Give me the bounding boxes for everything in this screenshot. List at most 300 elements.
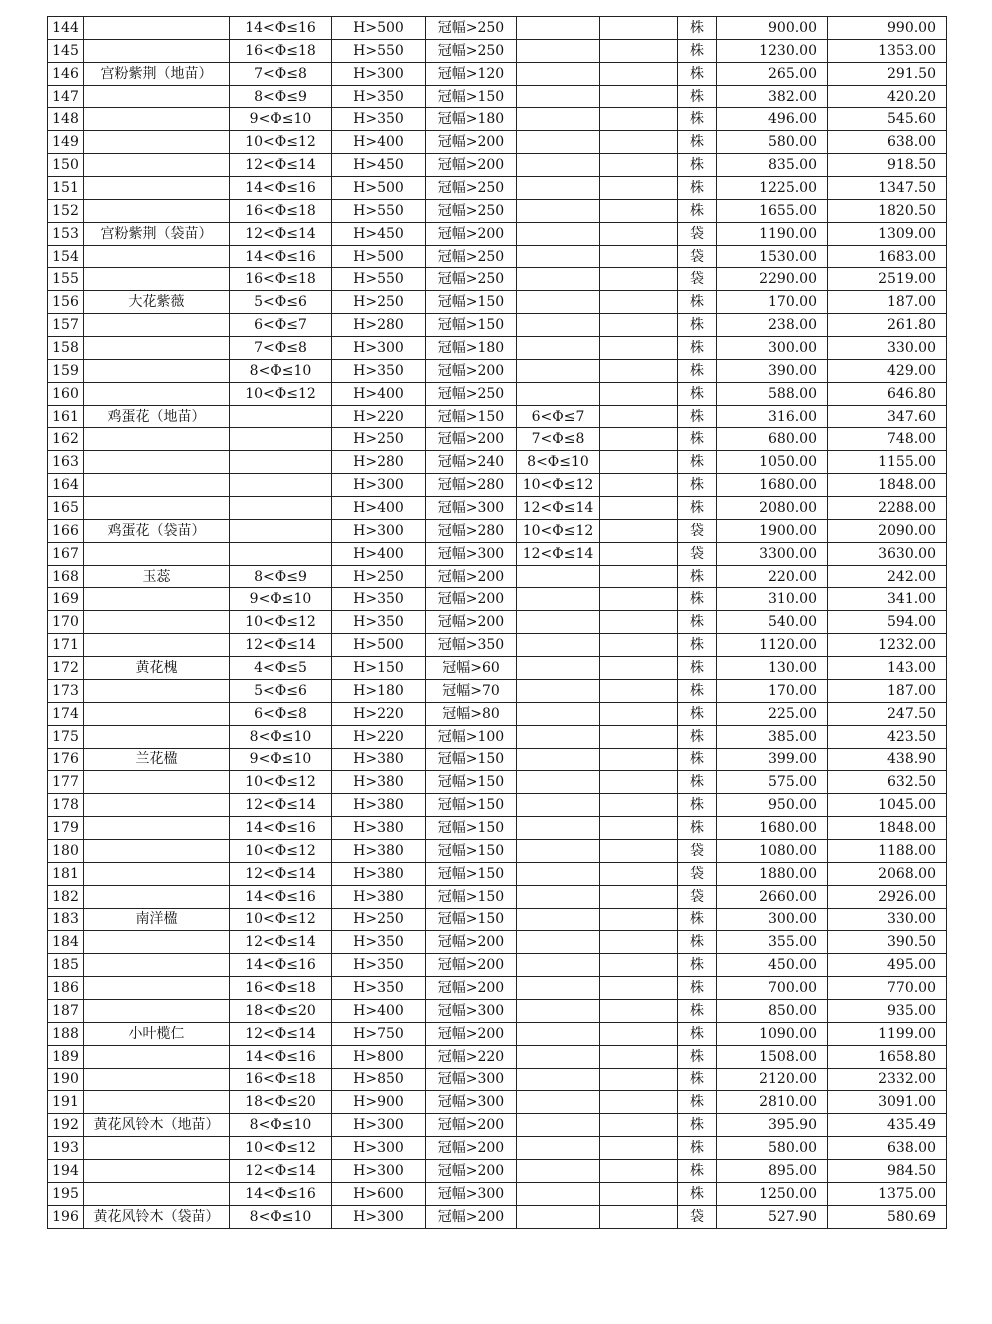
trunk-diameter: [230, 519, 332, 542]
height-spec: H>450: [332, 222, 426, 245]
unit: 株: [678, 337, 717, 360]
plant-name: [84, 39, 230, 62]
unit-price: 170.00: [717, 679, 828, 702]
remarks-cell: [600, 542, 678, 565]
ground-diameter: [517, 794, 600, 817]
height-spec: H>550: [332, 268, 426, 291]
unit-price: 1655.00: [717, 199, 828, 222]
trunk-diameter: 7<Φ≤8: [230, 62, 332, 85]
unit: 株: [678, 1114, 717, 1137]
tax-included-price: 1045.00: [828, 794, 947, 817]
tax-included-price: 2926.00: [828, 885, 947, 908]
crown-width: 冠幅>200: [426, 222, 517, 245]
crown-width: 冠幅>300: [426, 1068, 517, 1091]
ground-diameter: [517, 999, 600, 1022]
plant-name: [84, 199, 230, 222]
height-spec: H>850: [332, 1068, 426, 1091]
unit-price: 1225.00: [717, 177, 828, 200]
ground-diameter: [517, 337, 600, 360]
unit: 袋: [678, 862, 717, 885]
unit-price: 130.00: [717, 657, 828, 680]
trunk-diameter: 10<Φ≤12: [230, 839, 332, 862]
ground-diameter: [517, 931, 600, 954]
row-number: 163: [48, 451, 84, 474]
crown-width: 冠幅>200: [426, 931, 517, 954]
table-row: [48, 131, 947, 154]
unit-price: 2080.00: [717, 497, 828, 520]
crown-width: 冠幅>280: [426, 519, 517, 542]
remarks-cell: [600, 268, 678, 291]
unit: 株: [678, 1091, 717, 1114]
ground-diameter: [517, 725, 600, 748]
tax-included-price: 918.50: [828, 154, 947, 177]
crown-width: 冠幅>80: [426, 702, 517, 725]
tax-included-price: 187.00: [828, 291, 947, 314]
trunk-diameter: 8<Φ≤10: [230, 359, 332, 382]
unit: 株: [678, 817, 717, 840]
unit-price: 580.00: [717, 131, 828, 154]
trunk-diameter: 14<Φ≤16: [230, 245, 332, 268]
trunk-diameter: [230, 451, 332, 474]
tax-included-price: 2332.00: [828, 1068, 947, 1091]
unit-price: 2810.00: [717, 1091, 828, 1114]
ground-diameter: 10<Φ≤12: [517, 519, 600, 542]
plant-name: [84, 611, 230, 634]
unit-price: 310.00: [717, 588, 828, 611]
plant-name: [84, 245, 230, 268]
remarks-cell: [600, 497, 678, 520]
unit-price: 950.00: [717, 794, 828, 817]
trunk-diameter: 10<Φ≤12: [230, 908, 332, 931]
height-spec: H>300: [332, 337, 426, 360]
table-row: [48, 1045, 947, 1068]
ground-diameter: [517, 1091, 600, 1114]
tax-included-price: 291.50: [828, 62, 947, 85]
unit: 株: [678, 62, 717, 85]
row-number: 173: [48, 679, 84, 702]
unit: 株: [678, 382, 717, 405]
remarks-cell: [600, 1022, 678, 1045]
unit: 袋: [678, 245, 717, 268]
trunk-diameter: [230, 405, 332, 428]
crown-width: 冠幅>200: [426, 428, 517, 451]
crown-width: 冠幅>200: [426, 1205, 517, 1228]
plant-name: 鸡蛋花（地苗）: [84, 405, 230, 428]
row-number: 148: [48, 108, 84, 131]
trunk-diameter: 12<Φ≤14: [230, 862, 332, 885]
trunk-diameter: 8<Φ≤10: [230, 1205, 332, 1228]
trunk-diameter: 9<Φ≤10: [230, 588, 332, 611]
unit: 株: [678, 154, 717, 177]
plant-name: 大花紫薇: [84, 291, 230, 314]
unit-price: 1900.00: [717, 519, 828, 542]
crown-width: 冠幅>150: [426, 748, 517, 771]
trunk-diameter: 16<Φ≤18: [230, 977, 332, 1000]
unit: 株: [678, 39, 717, 62]
tax-included-price: 2068.00: [828, 862, 947, 885]
unit: 株: [678, 474, 717, 497]
plant-name: 黄花槐: [84, 657, 230, 680]
crown-width: 冠幅>280: [426, 474, 517, 497]
height-spec: H>300: [332, 1114, 426, 1137]
crown-width: 冠幅>250: [426, 245, 517, 268]
height-spec: H>400: [332, 382, 426, 405]
trunk-diameter: 14<Φ≤16: [230, 1182, 332, 1205]
unit-price: 527.90: [717, 1205, 828, 1228]
height-spec: H>220: [332, 405, 426, 428]
remarks-cell: [600, 1045, 678, 1068]
plant-name: [84, 999, 230, 1022]
trunk-diameter: 12<Φ≤14: [230, 634, 332, 657]
table-row: [48, 1137, 947, 1160]
crown-width: 冠幅>250: [426, 17, 517, 40]
plant-name: [84, 177, 230, 200]
table-row: [48, 62, 947, 85]
trunk-diameter: 14<Φ≤16: [230, 177, 332, 200]
unit: 株: [678, 588, 717, 611]
trunk-diameter: 12<Φ≤14: [230, 1159, 332, 1182]
unit: 株: [678, 291, 717, 314]
ground-diameter: [517, 382, 600, 405]
tax-included-price: 420.20: [828, 85, 947, 108]
unit: 株: [678, 679, 717, 702]
remarks-cell: [600, 359, 678, 382]
remarks-cell: [600, 245, 678, 268]
ground-diameter: [517, 245, 600, 268]
row-number: 182: [48, 885, 84, 908]
unit-price: 399.00: [717, 748, 828, 771]
remarks-cell: [600, 39, 678, 62]
height-spec: H>380: [332, 862, 426, 885]
unit-price: 300.00: [717, 908, 828, 931]
crown-width: 冠幅>200: [426, 565, 517, 588]
remarks-cell: [600, 657, 678, 680]
table-row: [48, 245, 947, 268]
row-number: 171: [48, 634, 84, 657]
table-row: [48, 771, 947, 794]
plant-name: [84, 954, 230, 977]
ground-diameter: [517, 657, 600, 680]
unit: 株: [678, 451, 717, 474]
unit-price: 1090.00: [717, 1022, 828, 1045]
table-row: [48, 657, 947, 680]
height-spec: H>350: [332, 977, 426, 1000]
remarks-cell: [600, 885, 678, 908]
ground-diameter: [517, 771, 600, 794]
row-number: 184: [48, 931, 84, 954]
tax-included-price: 1309.00: [828, 222, 947, 245]
row-number: 161: [48, 405, 84, 428]
row-number: 158: [48, 337, 84, 360]
ground-diameter: [517, 39, 600, 62]
remarks-cell: [600, 634, 678, 657]
tax-included-price: 1188.00: [828, 839, 947, 862]
unit-price: 395.90: [717, 1114, 828, 1137]
tax-included-price: 187.00: [828, 679, 947, 702]
trunk-diameter: 12<Φ≤14: [230, 154, 332, 177]
row-number: 154: [48, 245, 84, 268]
row-number: 159: [48, 359, 84, 382]
height-spec: H>800: [332, 1045, 426, 1068]
crown-width: 冠幅>200: [426, 154, 517, 177]
crown-width: 冠幅>70: [426, 679, 517, 702]
remarks-cell: [600, 428, 678, 451]
ground-diameter: [517, 62, 600, 85]
height-spec: H>380: [332, 817, 426, 840]
trunk-diameter: 5<Φ≤6: [230, 679, 332, 702]
height-spec: H>350: [332, 931, 426, 954]
row-number: 170: [48, 611, 84, 634]
height-spec: H>900: [332, 1091, 426, 1114]
remarks-cell: [600, 565, 678, 588]
table-row: [48, 1182, 947, 1205]
plant-name: [84, 977, 230, 1000]
ground-diameter: [517, 359, 600, 382]
height-spec: H>550: [332, 199, 426, 222]
unit: 株: [678, 17, 717, 40]
table-row: [48, 748, 947, 771]
remarks-cell: [600, 131, 678, 154]
tax-included-price: 1848.00: [828, 474, 947, 497]
height-spec: H>500: [332, 17, 426, 40]
table-row: [48, 451, 947, 474]
crown-width: 冠幅>220: [426, 1045, 517, 1068]
unit-price: 575.00: [717, 771, 828, 794]
unit: 株: [678, 1182, 717, 1205]
tax-included-price: 990.00: [828, 17, 947, 40]
unit-price: 390.00: [717, 359, 828, 382]
remarks-cell: [600, 1159, 678, 1182]
tax-included-price: 429.00: [828, 359, 947, 382]
trunk-diameter: 10<Φ≤12: [230, 771, 332, 794]
plant-name: [84, 451, 230, 474]
tax-included-price: 632.50: [828, 771, 947, 794]
table-row: [48, 474, 947, 497]
tax-included-price: 646.80: [828, 382, 947, 405]
crown-width: 冠幅>300: [426, 1091, 517, 1114]
crown-width: 冠幅>200: [426, 954, 517, 977]
remarks-cell: [600, 177, 678, 200]
remarks-cell: [600, 85, 678, 108]
unit-price: 1080.00: [717, 839, 828, 862]
plant-name: 宫粉紫荆（袋苗）: [84, 222, 230, 245]
unit-price: 835.00: [717, 154, 828, 177]
trunk-diameter: 10<Φ≤12: [230, 131, 332, 154]
row-number: 181: [48, 862, 84, 885]
trunk-diameter: 16<Φ≤18: [230, 39, 332, 62]
trunk-diameter: 16<Φ≤18: [230, 268, 332, 291]
unit: 株: [678, 497, 717, 520]
table-row: [48, 177, 947, 200]
table-row: [48, 199, 947, 222]
height-spec: H>280: [332, 314, 426, 337]
crown-width: 冠幅>180: [426, 337, 517, 360]
row-number: 177: [48, 771, 84, 794]
remarks-cell: [600, 1114, 678, 1137]
tax-included-price: 1199.00: [828, 1022, 947, 1045]
row-number: 157: [48, 314, 84, 337]
height-spec: H>300: [332, 1205, 426, 1228]
ground-diameter: [517, 611, 600, 634]
price-table-body: [48, 17, 947, 1229]
trunk-diameter: 9<Φ≤10: [230, 748, 332, 771]
table-row: [48, 154, 947, 177]
plant-name: 黄花风铃木（地苗）: [84, 1114, 230, 1137]
unit: 株: [678, 314, 717, 337]
row-number: 155: [48, 268, 84, 291]
row-number: 186: [48, 977, 84, 1000]
height-spec: H>380: [332, 839, 426, 862]
row-number: 174: [48, 702, 84, 725]
tax-included-price: 935.00: [828, 999, 947, 1022]
table-row: [48, 1159, 947, 1182]
table-row: [48, 337, 947, 360]
table-row: [48, 725, 947, 748]
tax-included-price: 330.00: [828, 908, 947, 931]
trunk-diameter: 4<Φ≤5: [230, 657, 332, 680]
ground-diameter: [517, 565, 600, 588]
plant-name: [84, 1159, 230, 1182]
unit: 株: [678, 199, 717, 222]
plant-name: [84, 702, 230, 725]
row-number: 180: [48, 839, 84, 862]
remarks-cell: [600, 794, 678, 817]
table-row: [48, 611, 947, 634]
height-spec: H>180: [332, 679, 426, 702]
remarks-cell: [600, 931, 678, 954]
plant-name: [84, 154, 230, 177]
trunk-diameter: 16<Φ≤18: [230, 1068, 332, 1091]
row-number: 145: [48, 39, 84, 62]
crown-width: 冠幅>300: [426, 999, 517, 1022]
trunk-diameter: 7<Φ≤8: [230, 337, 332, 360]
unit: 株: [678, 748, 717, 771]
table-row: [48, 702, 947, 725]
ground-diameter: [517, 634, 600, 657]
unit: 株: [678, 405, 717, 428]
row-number: 172: [48, 657, 84, 680]
unit: 株: [678, 657, 717, 680]
unit: 袋: [678, 222, 717, 245]
trunk-diameter: [230, 497, 332, 520]
remarks-cell: [600, 222, 678, 245]
height-spec: H>250: [332, 908, 426, 931]
trunk-diameter: 18<Φ≤20: [230, 999, 332, 1022]
remarks-cell: [600, 588, 678, 611]
trunk-diameter: 12<Φ≤14: [230, 222, 332, 245]
tax-included-price: 638.00: [828, 131, 947, 154]
ground-diameter: [517, 1114, 600, 1137]
plant-name: 小叶榄仁: [84, 1022, 230, 1045]
tax-included-price: 143.00: [828, 657, 947, 680]
table-row: [48, 679, 947, 702]
trunk-diameter: 10<Φ≤12: [230, 611, 332, 634]
crown-width: 冠幅>300: [426, 542, 517, 565]
unit: 株: [678, 794, 717, 817]
row-number: 164: [48, 474, 84, 497]
trunk-diameter: 8<Φ≤10: [230, 725, 332, 748]
height-spec: H>750: [332, 1022, 426, 1045]
tax-included-price: 2288.00: [828, 497, 947, 520]
ground-diameter: [517, 177, 600, 200]
table-row: [48, 794, 947, 817]
tax-included-price: 770.00: [828, 977, 947, 1000]
height-spec: H>300: [332, 1137, 426, 1160]
plant-name: 宫粉紫荆（地苗）: [84, 62, 230, 85]
crown-width: 冠幅>150: [426, 291, 517, 314]
ground-diameter: [517, 1045, 600, 1068]
table-row: [48, 588, 947, 611]
plant-name: [84, 108, 230, 131]
crown-width: 冠幅>180: [426, 108, 517, 131]
tax-included-price: 1155.00: [828, 451, 947, 474]
table-row: [48, 1114, 947, 1137]
unit-price: 316.00: [717, 405, 828, 428]
tax-included-price: 1683.00: [828, 245, 947, 268]
remarks-cell: [600, 17, 678, 40]
trunk-diameter: [230, 474, 332, 497]
crown-width: 冠幅>200: [426, 131, 517, 154]
height-spec: H>380: [332, 748, 426, 771]
plant-name: [84, 725, 230, 748]
unit: 株: [678, 611, 717, 634]
remarks-cell: [600, 451, 678, 474]
trunk-diameter: 12<Φ≤14: [230, 1022, 332, 1045]
row-number: 146: [48, 62, 84, 85]
ground-diameter: [517, 17, 600, 40]
plant-name: 兰花楹: [84, 748, 230, 771]
remarks-cell: [600, 725, 678, 748]
row-number: 149: [48, 131, 84, 154]
plant-name: [84, 862, 230, 885]
row-number: 156: [48, 291, 84, 314]
crown-width: 冠幅>250: [426, 268, 517, 291]
remarks-cell: [600, 908, 678, 931]
height-spec: H>350: [332, 611, 426, 634]
plant-name: [84, 542, 230, 565]
remarks-cell: [600, 1137, 678, 1160]
remarks-cell: [600, 1091, 678, 1114]
row-number: 185: [48, 954, 84, 977]
table-row: [48, 885, 947, 908]
unit: 株: [678, 1045, 717, 1068]
ground-diameter: 10<Φ≤12: [517, 474, 600, 497]
height-spec: H>380: [332, 794, 426, 817]
crown-width: 冠幅>150: [426, 405, 517, 428]
crown-width: 冠幅>250: [426, 382, 517, 405]
trunk-diameter: 14<Φ≤16: [230, 1045, 332, 1068]
trunk-diameter: 12<Φ≤14: [230, 794, 332, 817]
tax-included-price: 748.00: [828, 428, 947, 451]
tax-included-price: 580.69: [828, 1205, 947, 1228]
remarks-cell: [600, 405, 678, 428]
unit: 株: [678, 908, 717, 931]
table-row: [48, 428, 947, 451]
remarks-cell: [600, 291, 678, 314]
tax-included-price: 545.60: [828, 108, 947, 131]
trunk-diameter: 14<Φ≤16: [230, 885, 332, 908]
unit-price: 1250.00: [717, 1182, 828, 1205]
crown-width: 冠幅>250: [426, 199, 517, 222]
unit: 袋: [678, 268, 717, 291]
height-spec: H>500: [332, 245, 426, 268]
crown-width: 冠幅>60: [426, 657, 517, 680]
unit: 株: [678, 702, 717, 725]
table-row: [48, 314, 947, 337]
unit: 株: [678, 725, 717, 748]
row-number: 183: [48, 908, 84, 931]
remarks-cell: [600, 862, 678, 885]
